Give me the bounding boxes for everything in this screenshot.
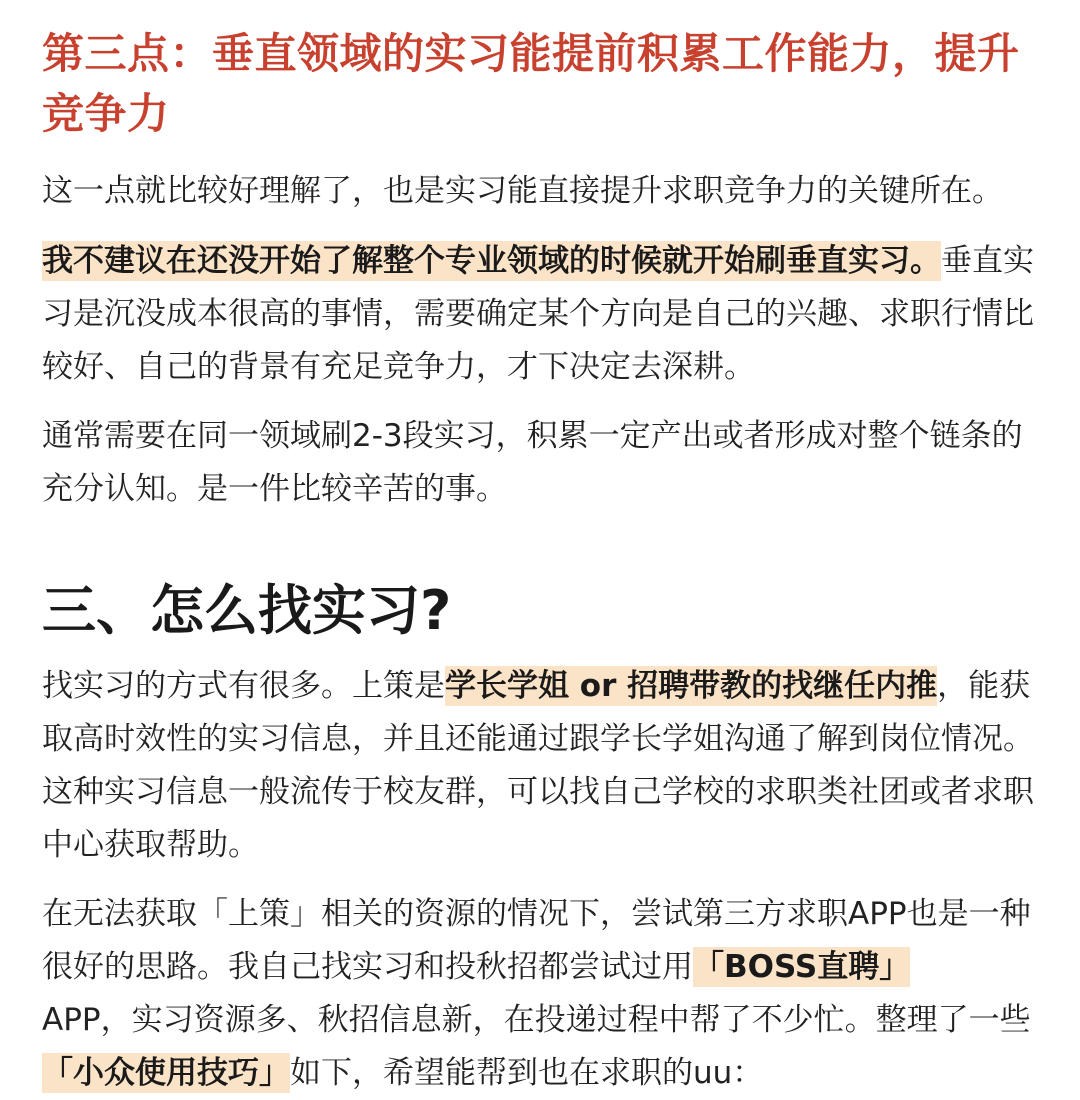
article-body bbox=[42, 0, 1042, 1100]
heading-how-to-find-internship: 三、怎么找实习? bbox=[42, 579, 452, 642]
paragraph-2 bbox=[42, 235, 1042, 394]
paragraph-text: APP，实习资源多、秋招信息新，在投递过程中帮了不少忙。整理了一些 bbox=[42, 1002, 1031, 1038]
highlighted-text: 「BOSS直聘」 bbox=[693, 949, 911, 985]
paragraph-4 bbox=[42, 660, 1042, 872]
paragraph-text: 找实习的方式有很多。上策是 bbox=[42, 668, 445, 704]
highlighted-text: 「小众使用技巧」 bbox=[42, 1055, 290, 1091]
paragraph-text: 如下，希望能帮到也在求职的uu： bbox=[290, 1055, 764, 1091]
section-heading: 第三点：垂直领域的实习能提前积累工作能力，提升竞争力 bbox=[42, 29, 1020, 138]
highlighted-text: 学长学姐 or 招聘带教的找继任内推 bbox=[445, 668, 938, 704]
paragraph-5 bbox=[42, 888, 1042, 1100]
paragraph-text: 在无法获取「上策」相关的资源的情况下，尝试第三方求职APP也是一种很好的思路。我自己找实习和投秋招都尝试过用 bbox=[42, 896, 1031, 985]
paragraph-text: ，能获取高时效性的实习信息，并且还能通过跟学长学姐沟通了解到岗位情况。这种实习信息一般流传于校友群，可以找自己学校的求职类社团或者求职中心获取帮助。 bbox=[42, 668, 1034, 863]
paragraph-1: 这一点就比较好理解了，也是实习能直接提升求职竞争力的关键所在。 bbox=[42, 173, 1003, 209]
paragraph-text: 垂直实习是沉没成本很高的事情，需要确定某个方向是自己的兴趣、求职行情比较好、自己的背景有充足竞争力，才下决定去深耕。 bbox=[42, 243, 1034, 385]
highlighted-text: 我不建议在还没开始了解整个专业领域的时候就开始刷垂直实习。 bbox=[42, 243, 941, 279]
paragraph-3: 通常需要在同一领域刷2-3段实习，积累一定产出或者形成对整个链条的充分认知。是一件比较辛苦的事。 bbox=[42, 418, 1023, 507]
